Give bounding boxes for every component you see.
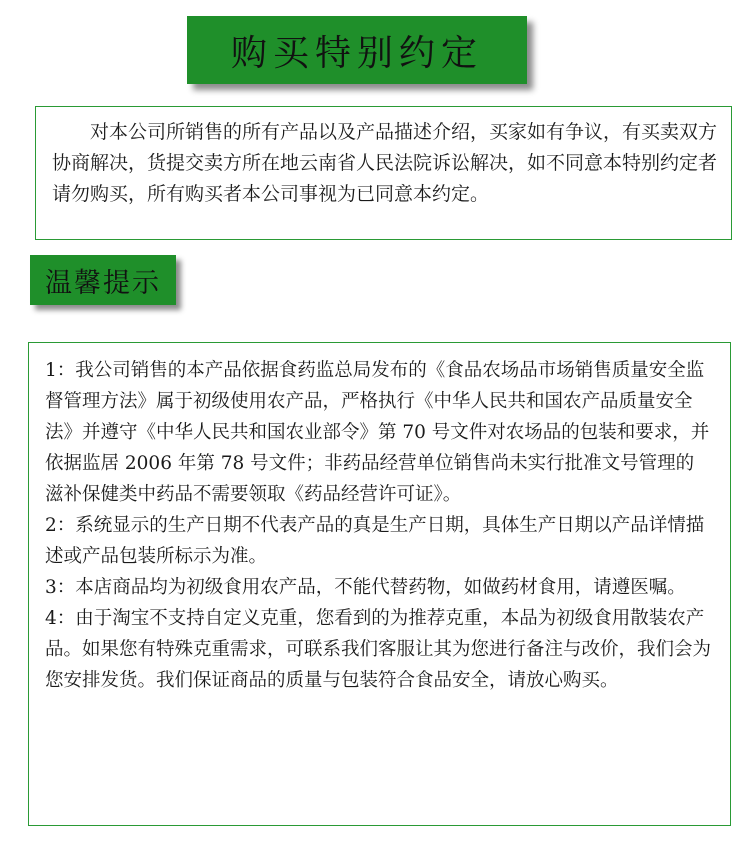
title-banner (187, 16, 527, 84)
tip-item-3: 3：本店商品均为初级食用农产品，不能代替药物，如做药材食用，请遵医嘱。 (45, 577, 686, 598)
tip-item-4: 4：由于淘宝不支持自定义克重，您看到的为推荐克重，本品为初级食用散装农产品。如果您有特殊克重需求，可联系我们客服让其为您进行备注与改价，我们会为您安排发货。我们保证商品的质量与包装符合食品安全，请放心购买。 (45, 608, 712, 691)
tips-banner (30, 255, 176, 305)
tips-list (45, 355, 712, 696)
tips-box (28, 342, 731, 826)
agreement-text: 对本公司所销售的所有产品以及产品描述介绍，买家如有争议，有买卖双方协商解决，货提交卖方所在地云南省人民法院诉讼解决，如不同意本特别约定者请勿购买，所有购买者本公司事视为已同意本约定。 (52, 121, 718, 205)
tip-item-2: 2：系统显示的生产日期不代表产品的真是生产日期，具体生产日期以产品详情描述或产品包装所标示为准。 (45, 515, 705, 567)
page-title: 购买特别约定 (230, 32, 483, 74)
agreement-box (35, 106, 732, 240)
tip-item-1: 1：我公司销售的本产品依据食药监总局发布的《食品农场品市场销售质量安全监督管理方法》属于初级使用农产品，严格执行《中华人民共和国农产品质量安全法》并遵守《中华人民共和国农业部令》第 70 号文件对农场品的包装和要求，并依据监居 2006 年第 78 号文件；非药品经营单位销售尚未实行批准文号管理的滋补保健类中药品不需要领取《药品经营许可证》。 (45, 360, 710, 505)
tips-title: 温馨提示 (45, 267, 161, 299)
